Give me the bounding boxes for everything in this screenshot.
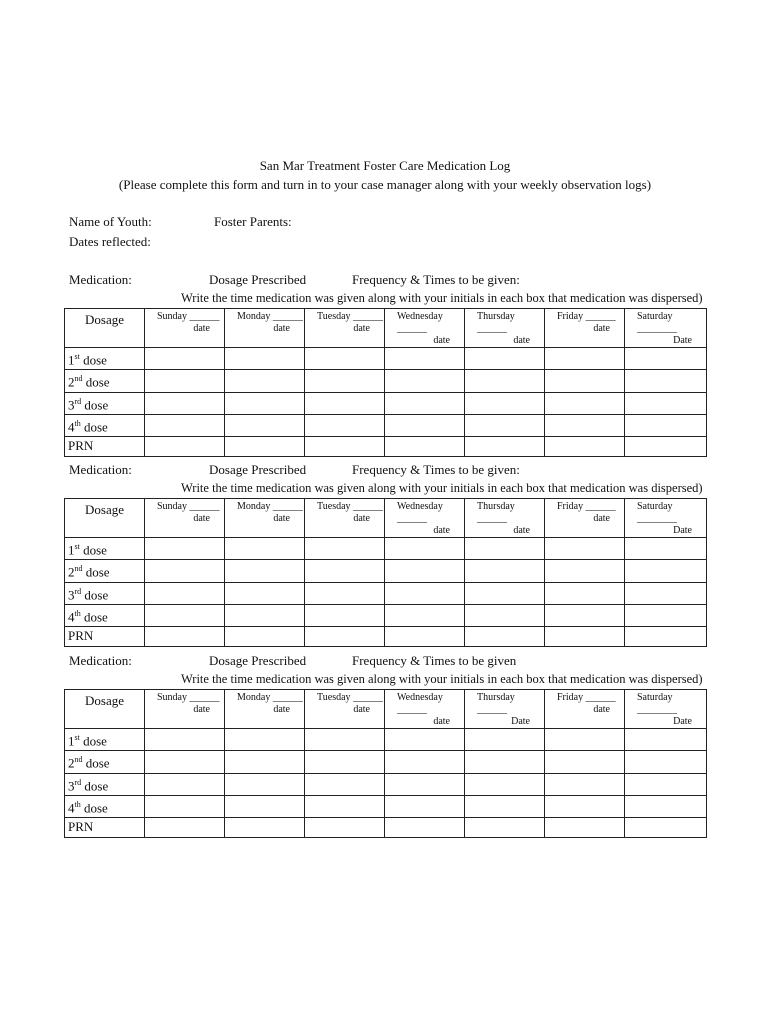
entry-cell[interactable] xyxy=(385,348,465,370)
day-date-label: Date xyxy=(673,716,692,727)
day-date-label: date xyxy=(593,704,610,715)
day-date-label: date xyxy=(593,513,610,524)
day-date-label: date xyxy=(273,704,290,715)
dose-row xyxy=(65,582,707,604)
day-name: Saturday ________ xyxy=(637,501,677,524)
entry-cell[interactable] xyxy=(305,414,385,436)
dose-row-label xyxy=(65,604,145,626)
dose-row-label xyxy=(65,818,145,838)
entry-cell[interactable] xyxy=(385,538,465,560)
dose-ordinal-suffix: th xyxy=(74,608,81,618)
entry-cell[interactable] xyxy=(145,392,225,414)
dose-ordinal-suffix: th xyxy=(74,418,81,428)
dose-number: 3 xyxy=(68,396,75,412)
dose-row xyxy=(65,437,707,457)
day-name: Sunday ______ xyxy=(157,501,220,512)
day-date-label: date xyxy=(593,323,610,334)
day-header xyxy=(305,499,385,538)
dose-ordinal-suffix: nd xyxy=(74,374,83,384)
dose-ordinal-suffix: th xyxy=(74,799,81,809)
entry-cell[interactable] xyxy=(225,538,305,560)
dose-word: dose xyxy=(82,374,110,390)
dose-number: 1 xyxy=(68,733,75,749)
entry-cell[interactable] xyxy=(385,627,465,647)
entry-cell[interactable] xyxy=(305,538,385,560)
entry-cell[interactable] xyxy=(145,348,225,370)
entry-cell[interactable] xyxy=(145,751,225,773)
dose-word: dose xyxy=(81,586,109,602)
dose-row-label xyxy=(65,795,145,817)
day-date-label: date xyxy=(513,335,530,346)
day-header xyxy=(385,309,465,348)
entry-cell[interactable] xyxy=(225,437,305,457)
medication-log-table xyxy=(64,689,707,838)
entry-cell[interactable] xyxy=(145,560,225,582)
dose-row xyxy=(65,370,707,392)
dose-row-label xyxy=(65,437,145,457)
day-header xyxy=(145,499,225,538)
dose-number: 1 xyxy=(68,352,75,368)
dose-number: PRN xyxy=(68,438,94,454)
entry-cell[interactable] xyxy=(145,437,225,457)
dose-ordinal-suffix: st xyxy=(74,352,80,361)
day-header xyxy=(305,690,385,729)
entry-cell[interactable] xyxy=(625,414,707,436)
dose-ordinal-suffix: st xyxy=(74,542,80,551)
entry-cell[interactable] xyxy=(385,582,465,604)
day-name: Friday ______ xyxy=(557,311,616,322)
dose-number: 4 xyxy=(68,800,75,816)
entry-cell[interactable] xyxy=(625,627,707,647)
entry-cell[interactable] xyxy=(385,392,465,414)
entry-cell[interactable] xyxy=(145,818,225,838)
day-name: Thursday ______ xyxy=(477,501,515,524)
dose-row-label xyxy=(65,538,145,560)
medication-label: Medication: xyxy=(69,462,132,477)
dose-row-label xyxy=(65,560,145,582)
entry-cell[interactable] xyxy=(145,604,225,626)
entry-cell[interactable] xyxy=(305,348,385,370)
day-header xyxy=(465,499,545,538)
dose-row xyxy=(65,604,707,626)
day-name: Thursday ______ xyxy=(477,692,515,715)
entry-cell[interactable] xyxy=(385,604,465,626)
day-date-label: date xyxy=(193,704,210,715)
dose-number: 2 xyxy=(68,755,75,771)
entry-cell[interactable] xyxy=(305,370,385,392)
day-date-label: date xyxy=(433,716,450,727)
dose-word: dose xyxy=(80,419,108,435)
dose-number: 1 xyxy=(68,542,75,558)
day-date-label: date xyxy=(353,704,370,715)
day-date-label: date xyxy=(273,323,290,334)
dose-row xyxy=(65,348,707,370)
entry-cell[interactable] xyxy=(385,818,465,838)
entry-cell[interactable] xyxy=(385,370,465,392)
entry-cell[interactable] xyxy=(385,773,465,795)
form-subtitle: (Please complete this form and turn in to your case manager along with your weekly observation logs) xyxy=(118,177,652,192)
dose-ordinal-suffix: rd xyxy=(74,396,82,406)
dose-row-label xyxy=(65,348,145,370)
dosage-prescribed-label: Dosage Prescribed xyxy=(209,462,307,477)
day-date-label: Date xyxy=(673,525,692,536)
dosage-header: Dosage xyxy=(65,499,145,538)
entry-cell[interactable] xyxy=(465,392,545,414)
day-header xyxy=(385,690,465,729)
entry-cell[interactable] xyxy=(545,818,625,838)
entry-cell[interactable] xyxy=(625,773,707,795)
dose-word: dose xyxy=(82,755,110,771)
dose-word: dose xyxy=(79,352,107,368)
entry-cell[interactable] xyxy=(625,751,707,773)
entry-cell[interactable] xyxy=(545,751,625,773)
frequency-label: Frequency & Times to be given: xyxy=(352,272,520,287)
dose-row-label xyxy=(65,729,145,751)
entry-cell[interactable] xyxy=(225,414,305,436)
day-header xyxy=(625,309,707,348)
dose-ordinal-suffix: nd xyxy=(74,564,83,574)
entry-cell[interactable] xyxy=(465,414,545,436)
day-date-label: date xyxy=(193,323,210,334)
entry-cell[interactable] xyxy=(145,582,225,604)
dates-reflected-label: Dates reflected: xyxy=(69,234,151,249)
day-date-label: date xyxy=(193,513,210,524)
dosage-prescribed-label: Dosage Prescribed xyxy=(209,272,307,287)
entry-cell[interactable] xyxy=(305,604,385,626)
day-header xyxy=(625,690,707,729)
entry-cell[interactable] xyxy=(545,773,625,795)
dose-word: dose xyxy=(80,609,108,625)
medication-log-table xyxy=(64,308,707,457)
day-header xyxy=(385,499,465,538)
entry-cell[interactable] xyxy=(305,437,385,457)
entry-cell[interactable] xyxy=(225,560,305,582)
entry-cell[interactable] xyxy=(465,795,545,817)
dose-row-label xyxy=(65,392,145,414)
day-name: Tuesday ______ xyxy=(317,501,384,512)
entry-cell[interactable] xyxy=(465,437,545,457)
day-date-label: date xyxy=(513,525,530,536)
dose-row-label xyxy=(65,370,145,392)
entry-cell[interactable] xyxy=(225,348,305,370)
dose-number: 4 xyxy=(68,419,75,435)
entry-cell[interactable] xyxy=(545,627,625,647)
dose-row-label xyxy=(65,773,145,795)
dose-row xyxy=(65,414,707,436)
day-date-label: date xyxy=(353,513,370,524)
entry-cell[interactable] xyxy=(465,348,545,370)
entry-cell[interactable] xyxy=(145,538,225,560)
frequency-label: Frequency & Times to be given: xyxy=(352,462,520,477)
dose-row xyxy=(65,627,707,647)
entry-cell[interactable] xyxy=(625,538,707,560)
dose-ordinal-suffix: nd xyxy=(74,755,83,765)
dose-row xyxy=(65,560,707,582)
entry-cell[interactable] xyxy=(225,818,305,838)
entry-cell[interactable] xyxy=(545,795,625,817)
entry-cell[interactable] xyxy=(465,751,545,773)
dose-row xyxy=(65,773,707,795)
day-header xyxy=(465,690,545,729)
entry-cell[interactable] xyxy=(305,582,385,604)
dose-ordinal-suffix: rd xyxy=(74,777,82,787)
entry-cell[interactable] xyxy=(545,538,625,560)
day-header xyxy=(545,499,625,538)
day-header xyxy=(465,309,545,348)
dose-number: 4 xyxy=(68,609,75,625)
day-date-label: date xyxy=(433,335,450,346)
day-name: Monday ______ xyxy=(237,692,303,703)
day-name: Saturday ________ xyxy=(637,692,677,715)
entry-cell[interactable] xyxy=(385,751,465,773)
form-title: San Mar Treatment Foster Care Medication Log xyxy=(259,158,511,173)
entry-cell[interactable] xyxy=(465,604,545,626)
entry-cell[interactable] xyxy=(225,795,305,817)
name-of-youth-label: Name of Youth: xyxy=(69,214,152,229)
day-name: Tuesday ______ xyxy=(317,692,384,703)
dose-row xyxy=(65,538,707,560)
dose-row-label xyxy=(65,751,145,773)
day-header xyxy=(145,309,225,348)
dose-row-label xyxy=(65,627,145,647)
dose-word: dose xyxy=(81,777,109,793)
dose-number: 3 xyxy=(68,777,75,793)
instruction-text: Write the time medication was given along with your initials in each box that medication was dispersed) xyxy=(181,291,703,305)
day-name: Monday ______ xyxy=(237,501,303,512)
entry-cell[interactable] xyxy=(225,370,305,392)
frequency-label: Frequency & Times to be given xyxy=(352,653,517,668)
entry-cell[interactable] xyxy=(465,773,545,795)
dose-number: PRN xyxy=(68,819,94,835)
medication-label: Medication: xyxy=(69,653,132,668)
entry-cell[interactable] xyxy=(545,604,625,626)
day-name: Wednesday ______ xyxy=(397,692,443,715)
entry-cell[interactable] xyxy=(545,560,625,582)
entry-cell[interactable] xyxy=(465,582,545,604)
entry-cell[interactable] xyxy=(465,538,545,560)
day-name: Saturday ________ xyxy=(637,311,677,334)
entry-cell[interactable] xyxy=(625,370,707,392)
entry-cell[interactable] xyxy=(225,729,305,751)
entry-cell[interactable] xyxy=(305,751,385,773)
dose-word: dose xyxy=(81,396,109,412)
day-name: Friday ______ xyxy=(557,692,616,703)
dose-word: dose xyxy=(79,733,107,749)
day-header xyxy=(225,309,305,348)
dose-row-label xyxy=(65,414,145,436)
entry-cell[interactable] xyxy=(305,729,385,751)
dose-number: PRN xyxy=(68,628,94,644)
day-name: Wednesday ______ xyxy=(397,311,443,334)
dose-ordinal-suffix: rd xyxy=(74,586,82,596)
entry-cell[interactable] xyxy=(465,560,545,582)
entry-cell[interactable] xyxy=(625,818,707,838)
entry-cell[interactable] xyxy=(545,414,625,436)
dose-row xyxy=(65,818,707,838)
entry-cell[interactable] xyxy=(225,627,305,647)
entry-cell[interactable] xyxy=(305,627,385,647)
day-header xyxy=(545,309,625,348)
entry-cell[interactable] xyxy=(385,729,465,751)
day-date-label: date xyxy=(353,323,370,334)
entry-cell[interactable] xyxy=(625,582,707,604)
dose-word: dose xyxy=(82,564,110,580)
foster-parents-label: Foster Parents: xyxy=(214,214,292,229)
entry-cell[interactable] xyxy=(625,392,707,414)
entry-cell[interactable] xyxy=(225,392,305,414)
entry-cell[interactable] xyxy=(385,560,465,582)
entry-cell[interactable] xyxy=(625,729,707,751)
dose-row xyxy=(65,795,707,817)
entry-cell[interactable] xyxy=(145,729,225,751)
day-date-label: Date xyxy=(673,335,692,346)
day-name: Monday ______ xyxy=(237,311,303,322)
entry-cell[interactable] xyxy=(545,437,625,457)
entry-cell[interactable] xyxy=(225,773,305,795)
entry-cell[interactable] xyxy=(305,795,385,817)
entry-cell[interactable] xyxy=(625,560,707,582)
day-header xyxy=(225,690,305,729)
entry-cell[interactable] xyxy=(545,582,625,604)
day-header xyxy=(305,309,385,348)
day-header xyxy=(625,499,707,538)
entry-cell[interactable] xyxy=(465,370,545,392)
entry-cell[interactable] xyxy=(225,582,305,604)
dose-word: dose xyxy=(80,800,108,816)
dose-number: 2 xyxy=(68,564,75,580)
day-header xyxy=(145,690,225,729)
entry-cell[interactable] xyxy=(465,729,545,751)
dose-word: dose xyxy=(79,542,107,558)
entry-cell[interactable] xyxy=(305,392,385,414)
dose-row xyxy=(65,392,707,414)
entry-cell[interactable] xyxy=(305,773,385,795)
entry-cell[interactable] xyxy=(625,604,707,626)
entry-cell[interactable] xyxy=(385,414,465,436)
entry-cell[interactable] xyxy=(305,818,385,838)
day-name: Friday ______ xyxy=(557,501,616,512)
day-name: Tuesday ______ xyxy=(317,311,384,322)
dose-number: 3 xyxy=(68,586,75,602)
day-name: Sunday ______ xyxy=(157,692,220,703)
dose-row-label xyxy=(65,582,145,604)
dose-ordinal-suffix: st xyxy=(74,733,80,742)
entry-cell[interactable] xyxy=(625,795,707,817)
entry-cell[interactable] xyxy=(145,370,225,392)
entry-cell[interactable] xyxy=(465,627,545,647)
entry-cell[interactable] xyxy=(225,751,305,773)
entry-cell[interactable] xyxy=(305,560,385,582)
day-header xyxy=(545,690,625,729)
day-date-label: date xyxy=(433,525,450,536)
medication-log-table xyxy=(64,498,707,647)
entry-cell[interactable] xyxy=(625,437,707,457)
day-name: Thursday ______ xyxy=(477,311,515,334)
day-name: Sunday ______ xyxy=(157,311,220,322)
entry-cell[interactable] xyxy=(545,370,625,392)
entry-cell[interactable] xyxy=(145,773,225,795)
entry-cell[interactable] xyxy=(545,348,625,370)
dose-row xyxy=(65,751,707,773)
entry-cell[interactable] xyxy=(465,818,545,838)
entry-cell[interactable] xyxy=(385,437,465,457)
medication-label: Medication: xyxy=(69,272,132,287)
day-date-label: Date xyxy=(511,716,530,727)
dosage-header: Dosage xyxy=(65,690,145,729)
entry-cell[interactable] xyxy=(145,627,225,647)
day-header xyxy=(225,499,305,538)
dosage-header: Dosage xyxy=(65,309,145,348)
day-name: Wednesday ______ xyxy=(397,501,443,524)
dose-number: 2 xyxy=(68,374,75,390)
entry-cell[interactable] xyxy=(385,795,465,817)
entry-cell[interactable] xyxy=(625,348,707,370)
dosage-prescribed-label: Dosage Prescribed xyxy=(209,653,307,668)
entry-cell[interactable] xyxy=(225,604,305,626)
day-date-label: date xyxy=(273,513,290,524)
dose-row xyxy=(65,729,707,751)
entry-cell[interactable] xyxy=(145,414,225,436)
entry-cell[interactable] xyxy=(545,392,625,414)
instruction-text: Write the time medication was given along with your initials in each box that medication was dispersed) xyxy=(181,481,703,495)
entry-cell[interactable] xyxy=(145,795,225,817)
entry-cell[interactable] xyxy=(545,729,625,751)
instruction-text: Write the time medication was given along with your initials in each box that medication was dispersed) xyxy=(181,672,703,686)
